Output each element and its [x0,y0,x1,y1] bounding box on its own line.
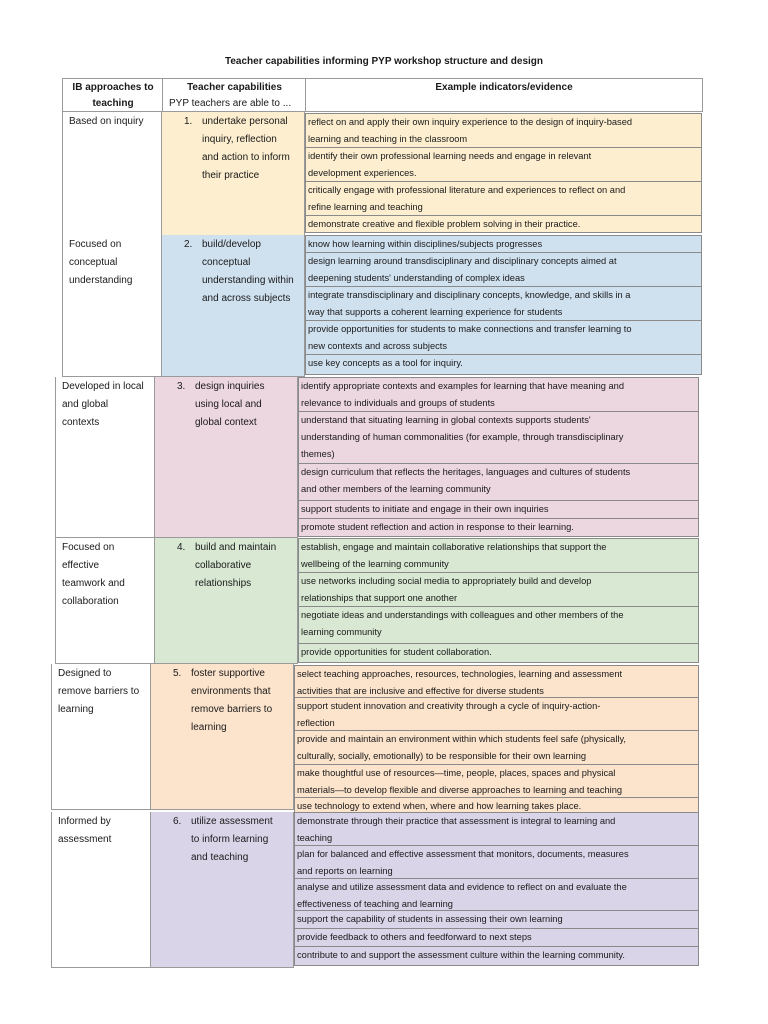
indicator-cell: support student innovation and creativity through a cycle of inquiry-action- reflection [294,697,699,731]
header-approaches-line1: IB approaches to [72,82,154,93]
capability-text: foster supportive environments that remove barriers to learning [191,668,273,733]
capability-text: undertake personal inquiry, reflection and action to inform their practice [202,116,290,181]
indicator-cell: use key concepts as a tool for inquiry. [305,354,702,375]
indicator-cell: provide and maintain an environment within which students feel safe (physically, culturally, socially, emotionally) to be responsible for their own learning [294,730,699,765]
capability-cell [155,377,298,538]
indicator-cell: support students to initiate and engage in their own inquiries [298,500,699,519]
indicator-cell: integrate transdisciplinary and disciplinary concepts, knowledge, and skills in a way that supports a coherent learning experience for students [305,286,702,321]
approach-label: Designed to remove barriers to learning [58,668,140,715]
indicator-cell: reflect on and apply their own inquiry experience to the design of inquiry-based learning and teaching in the classroom [305,113,702,148]
table-header [62,78,703,112]
header-capabilities-line1: Teacher capabilities [187,82,282,93]
capability-text: build and maintain collaborative relationships [195,542,277,589]
indicator-cell: design learning around transdisciplinary and disciplinary concepts aimed at deepening students' understanding of complex ideas [305,252,702,287]
capability-text: utilize assessment to inform learning and teaching [191,816,273,863]
indicator-cell: provide opportunities for students to make connections and transfer learning to new contexts and across subjects [305,320,702,355]
capability-number: 5. [173,668,182,679]
indicator-cell: negotiate ideas and understandings with colleagues and other members of the learning community [298,606,699,644]
indicator-cell: make thoughtful use of resources—time, people, places, spaces and physical materials—to develop flexible and diverse approaches to learning and teaching [294,764,699,798]
header-approaches-line2: teaching [92,98,134,109]
indicator-cell: design curriculum that reflects the heritages, languages and cultures of students and other members of the learning community [298,463,699,501]
approach-label: Developed in local and global contexts [62,381,144,428]
approach-cell [55,377,155,538]
approach-cell [55,538,155,664]
approach-label: Focused on conceptual understanding [69,239,133,286]
indicator-cell: promote student reflection and action in response to their learning. [298,518,699,537]
indicator-cell: provide opportunities for student collaboration. [298,643,699,663]
indicator-cell: demonstrate creative and flexible problem solving in their practice. [305,215,702,233]
approach-cell [62,235,162,377]
approach-label: Based on inquiry [69,116,144,127]
indicator-cell: identify appropriate contexts and examples for learning that have meaning and relevance to individuals and groups of students [298,377,699,412]
approach-label: Informed by assessment [58,816,112,845]
indicator-cell: critically engage with professional literature and experiences to reflect on and refine learning and teaching [305,181,702,216]
indicator-cell: use technology to extend when, where and how learning takes place. [294,797,699,814]
capability-number: 3. [177,381,186,392]
indicator-cell: plan for balanced and effective assessment that monitors, documents, measures and reports on learning [294,845,699,879]
document-title: Teacher capabilities informing PYP workshop structure and design [224,56,544,67]
header-col-capabilities [163,79,306,111]
capability-number: 6. [173,816,182,827]
indicator-cell: contribute to and support the assessment culture within the learning community. [294,946,699,966]
capability-number: 1. [184,116,193,127]
capability-number: 4. [177,542,186,553]
approach-cell [51,664,151,810]
indicator-cell: demonstrate through their practice that assessment is integral to learning and teaching [294,812,699,846]
indicator-cell: analyse and utilize assessment data and evidence to reflect on and evaluate the effectiveness of teaching and learning [294,878,699,911]
indicator-cell: understand that situating learning in global contexts supports students' understanding of human commonalities (for example, through transdisciplinary themes) [298,411,699,464]
header-col-approaches [63,79,163,111]
approach-label: Focused on effective teamwork and collaboration [62,542,125,607]
approach-cell [51,812,151,968]
capability-text: build/develop conceptual understanding within and across subjects [202,239,294,304]
indicator-cell: support the capability of students in assessing their own learning [294,910,699,929]
indicator-cell: know how learning within disciplines/subjects progresses [305,235,702,253]
capability-cell [155,538,298,664]
capability-cell [162,235,305,377]
capability-cell [151,664,294,810]
indicator-cell: use networks including social media to appropriately build and develop relationships that support one another [298,572,699,607]
header-capabilities-line2: PYP teachers are able to ... [169,98,292,109]
capability-text: design inquiries using local and global context [195,381,265,428]
header-indicators: Example indicators/evidence [435,82,573,93]
capability-cell [151,812,294,968]
indicator-cell: identify their own professional learning needs and engage in relevant development experiences. [305,147,702,182]
indicator-cell: establish, engage and maintain collaborative relationships that support the wellbeing of the learning community [298,538,699,573]
capability-number: 2. [184,239,193,250]
header-col-indicators [306,79,702,111]
indicator-cell: provide feedback to others and feedforward to next steps [294,928,699,947]
indicator-cell: select teaching approaches, resources, technologies, learning and assessment activities that are inclusive and effective for diverse students [294,665,699,698]
